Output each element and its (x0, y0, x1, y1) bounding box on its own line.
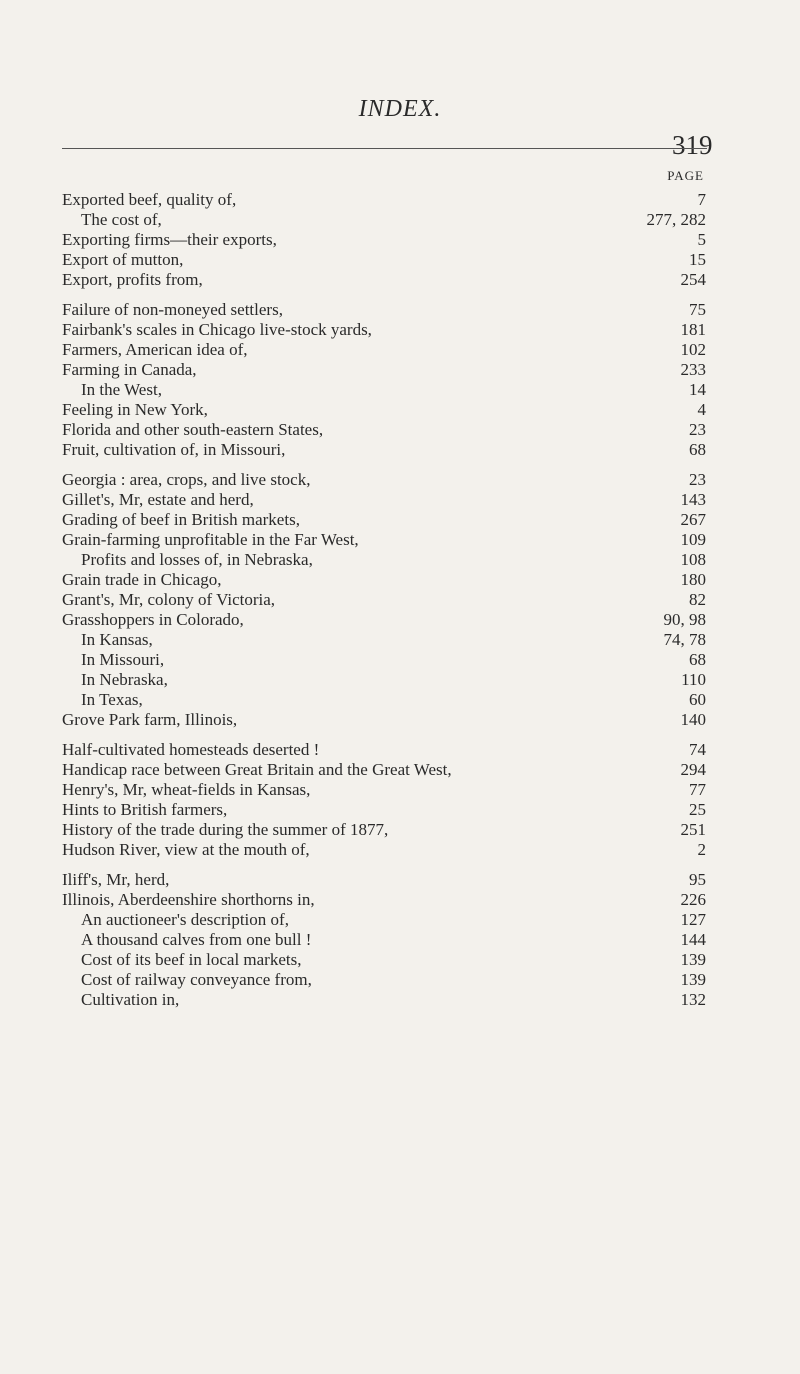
index-entry (62, 340, 706, 360)
index-entry-label: In Nebraska, (81, 670, 168, 689)
index-entry-label: Farming in Canada, (62, 360, 197, 379)
index-entry-label: Hudson River, view at the mouth of, (62, 840, 310, 859)
index-entry-label: Farmers, American idea of, (62, 340, 248, 359)
index-entry-pages: 23 (689, 420, 706, 439)
index-entry-label: The cost of, (81, 210, 162, 229)
index-entry-pages: 82 (689, 590, 706, 609)
index-entry (62, 950, 706, 970)
index-entry-pages: 140 (680, 710, 706, 729)
index-entry (62, 760, 706, 780)
index-entry (62, 400, 706, 420)
index-entry-label: Hints to British farmers, (62, 800, 228, 819)
index-entry-pages: 181 (680, 320, 706, 339)
index-entry (62, 300, 706, 320)
index-entry-label: Cost of railway conveyance from, (81, 970, 312, 989)
index-entry-pages: 144 (680, 930, 706, 949)
index-entry-label: Henry's, Mr, wheat-fields in Kansas, (62, 780, 311, 799)
index-entry-label: Grove Park farm, Illinois, (62, 710, 238, 729)
index-entry-pages: 23 (689, 470, 706, 489)
index-entry (62, 990, 706, 1010)
index-entry-label: Georgia : area, crops, and live stock, (62, 470, 311, 489)
index-entry-label: Grading of beef in British markets, (62, 510, 300, 529)
running-title: INDEX. (358, 96, 442, 122)
index-entry-pages: 95 (689, 870, 706, 889)
index-entry-label: Grain trade in Chicago, (62, 570, 222, 589)
index-entry-pages: 226 (680, 890, 706, 909)
index-entry (62, 210, 706, 230)
index-entry (62, 630, 706, 650)
page-number: 319 (672, 130, 713, 160)
index-entry (62, 420, 706, 440)
index-entry-label: Export, profits from, (62, 270, 203, 289)
index-entry-pages: 143 (680, 490, 706, 509)
index-entry-pages: 75 (689, 300, 706, 319)
index-entry-pages: 25 (689, 800, 706, 819)
index-entry-label: Exported beef, quality of, (62, 190, 237, 209)
index-entry-pages: 294 (680, 760, 706, 779)
index-entry (62, 470, 706, 490)
index-entry-pages: 109 (680, 530, 706, 549)
index-entry-label: Feeling in New York, (62, 400, 208, 419)
index-entry-label: Profits and losses of, in Nebraska, (81, 550, 313, 569)
index-entry-pages: 68 (689, 440, 706, 459)
index-entry (62, 870, 706, 890)
index-entry (62, 510, 706, 530)
index-entry (62, 590, 706, 610)
index-entry (62, 380, 706, 400)
index-entry-label: In Kansas, (81, 630, 153, 649)
index-entry (62, 190, 706, 210)
index-entry (62, 910, 706, 930)
index-entry-label: Gillet's, Mr, estate and herd, (62, 490, 254, 509)
index-entry (62, 360, 706, 380)
index-entry-pages: 5 (697, 230, 706, 249)
index-entry-label: Illinois, Aberdeenshire shorthorns in, (62, 890, 315, 909)
index-entry-pages: 277, 282 (646, 210, 706, 229)
index-entry-pages: 110 (681, 670, 706, 689)
index-entry-label: Cultivation in, (81, 990, 180, 1009)
index-entry (62, 320, 706, 340)
index-entry-label: History of the trade during the summer of 1877, (62, 820, 389, 839)
index-entry-pages: 233 (680, 360, 706, 379)
index-entry (62, 820, 706, 840)
index-entry-label: Failure of non-moneyed settlers, (62, 300, 283, 319)
index-entry-label: Florida and other south-eastern States, (62, 420, 324, 439)
index-entry-pages: 132 (680, 990, 706, 1009)
index-entry-label: A thousand calves from one bull ! (81, 930, 312, 949)
index-entry-pages: 7 (697, 190, 706, 209)
index-entry-label: Grain-farming unprofitable in the Far West, (62, 530, 359, 549)
index-entry-pages: 102 (680, 340, 706, 359)
index-entry-label: Fruit, cultivation of, in Missouri, (62, 440, 286, 459)
index-entry-label: Iliff's, Mr, herd, (62, 870, 170, 889)
index-entry-pages: 74, 78 (663, 630, 706, 649)
index-entry-pages: 139 (680, 970, 706, 989)
index-entry-label: An auctioneer's description of, (81, 910, 289, 929)
index-entry (62, 650, 706, 670)
index-entry-pages: 251 (680, 820, 706, 839)
index-entry (62, 690, 706, 710)
index-entry (62, 800, 706, 820)
index-entry-label: In Missouri, (81, 650, 165, 669)
index-entry-pages: 139 (680, 950, 706, 969)
index-entry (62, 230, 706, 250)
index-entry-label: Grasshoppers in Colorado, (62, 610, 244, 629)
index-entry-label: Fairbank's scales in Chicago live-stock yards, (62, 320, 372, 339)
index-entry (62, 570, 706, 590)
index-entry-label: In Texas, (81, 690, 143, 709)
index-entry (62, 930, 706, 950)
index-entry (62, 440, 706, 460)
index-entry-label: Cost of its beef in local markets, (81, 950, 302, 969)
index-entry-pages: 254 (680, 270, 706, 289)
index-entry (62, 610, 706, 630)
header-rule (62, 148, 707, 149)
index-entry (62, 890, 706, 910)
index-entry-pages: 77 (689, 780, 706, 799)
index-entry-label: Handicap race between Great Britain and the Great West, (62, 760, 452, 779)
index-entry (62, 530, 706, 550)
index-entry (62, 780, 706, 800)
index-entry-label: In the West, (81, 380, 162, 399)
index-entry-pages: 74 (689, 740, 706, 759)
index-entry-pages: 15 (689, 250, 706, 269)
index-entry-label: Export of mutton, (62, 250, 184, 269)
index-entry-pages: 90, 98 (663, 610, 706, 629)
index-entry-pages: 2 (697, 840, 706, 859)
index-entry-label: Grant's, Mr, colony of Victoria, (62, 590, 276, 609)
index-entry-pages: 108 (680, 550, 706, 569)
index-entry-pages: 14 (689, 380, 706, 399)
index-entry (62, 490, 706, 510)
index-entry-pages: 180 (680, 570, 706, 589)
index-entry-pages: 267 (680, 510, 706, 529)
index-entry-pages: 4 (697, 400, 706, 419)
index-entry (62, 550, 706, 570)
page-column-label: PAGE (667, 168, 704, 183)
index-entry-pages: 68 (689, 650, 706, 669)
index-entry-label: Exporting firms—their exports, (62, 230, 277, 249)
index-entry (62, 710, 706, 730)
index-entry (62, 740, 706, 760)
index-entry (62, 970, 706, 990)
index-entry-label: Half-cultivated homesteads deserted ! (62, 740, 320, 759)
index-entry-pages: 60 (689, 690, 706, 709)
index-entry (62, 840, 706, 860)
index-entry (62, 270, 706, 290)
index-entry (62, 670, 706, 690)
index-entry-pages: 127 (680, 910, 706, 929)
index-entry (62, 250, 706, 270)
